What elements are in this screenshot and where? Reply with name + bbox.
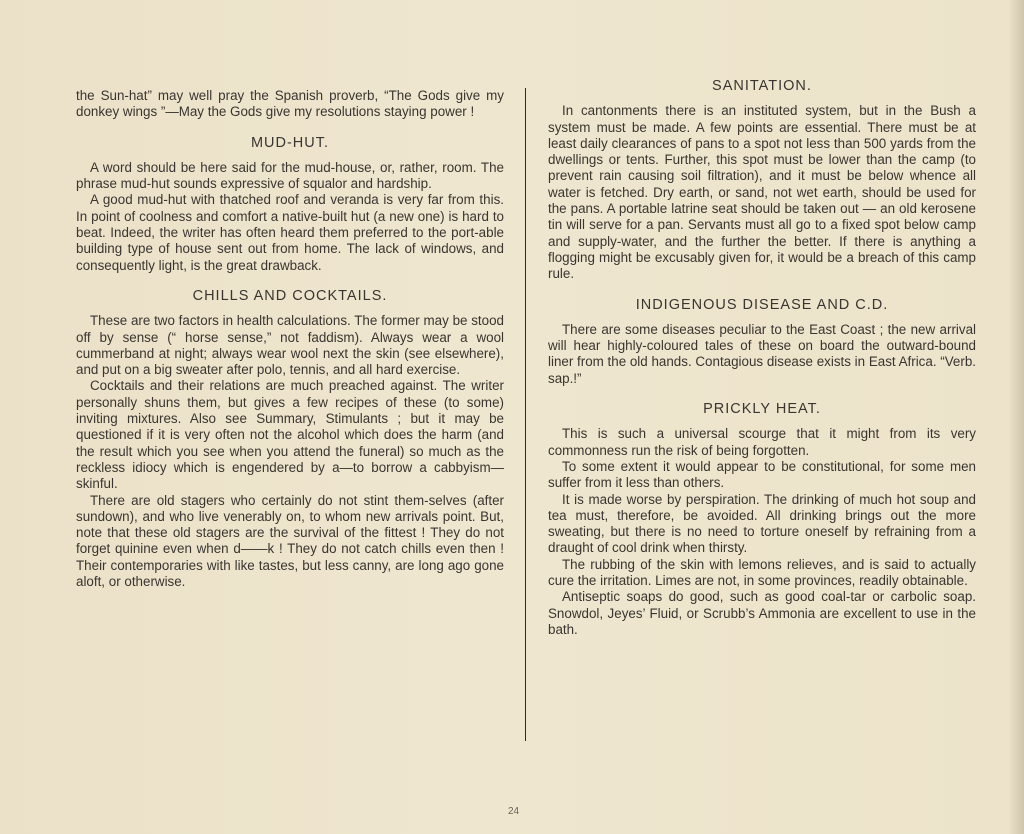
section-heading-mud-hut: MUD-HUT. (250, 134, 330, 151)
paragraph: To some extent it would appear to be constitutional, for some men suffer from it less than others. (548, 458, 976, 491)
paragraph: Cocktails and their relations are much preached against. The writer personally shuns them, but gives a few recipes of these (to some) inviting mixtures. Also see Summary, Stimulants ; but it may be questioned if it is very often not the alcohol which does the harm (and the result which you see when you attend the funeral) so much as the reckless idiocy which is engendered by a—to borrow a cabbyism—skinful. (76, 378, 504, 492)
section-heading-indigenous-disease: INDIGENOUS DISEASE AND C.D. (635, 296, 889, 313)
page-number: 24 (508, 806, 520, 817)
paragraph: This is such a universal scourge that it might from its very commonness run the risk of being forgotten. (548, 426, 976, 458)
column-divider (525, 88, 526, 741)
paragraph: A good mud-hut with thatched roof and veranda is very far from this. In point of coolness and comfort a native-built hut (a new one) is hard to beat. Indeed, the writer has often heard them preferred to the port-able building type of house sent out from home. The lack of windows, and consequently light, is the great drawback. (76, 192, 504, 273)
paragraph: There are old stagers who certainly do not stint them-selves (after sundown), and who live venerably on, to whom new arrivals point. But, note that these old stagers are the survival of the fittest ! They do not forget quinine even when d——k ! They do not catch chills even then ! Their contemporaries with like tastes, but less canny, are long ago gone aloft, or otherwise. (76, 492, 504, 590)
left-column (76, 88, 504, 590)
right-column (548, 78, 976, 638)
paragraph: There are some diseases peculiar to the East Coast ; the new arrival will hear highly-coloured tales of these on board the outward-bound liner from the old hands. Contagious disease exists in East Africa. “Verb. sap.!” (548, 321, 976, 386)
paragraph: Antiseptic soaps do good, such as good coal-tar or carbolic soap. Snowdol, Jeyes’ Fluid, or Scrubb’s Ammonia are excellent to use in the bath. (548, 589, 976, 637)
paragraph: These are two factors in health calculations. The former may be stood off by sense (“ horse sense,” not faddism). Always wear a wool cummerband at night; always wear wool next the skin (see elsewhere), and put on a big sweater after polo, tennis, and all hard exercise. (76, 313, 504, 378)
section-heading-sanitation: SANITATION. (712, 78, 812, 94)
section-heading-prickly-heat: PRICKLY HEAT. (703, 401, 821, 418)
paragraph: It is made worse by perspiration. The drinking of much hot soup and tea must, therefore, be avoided. All drinking brings out the more sweating, but there is no need to torture oneself by refraining from a draught of cool drink when thirsty. (548, 491, 976, 556)
page-edge (1010, 0, 1024, 834)
paragraph: A word should be here said for the mud-house, or, rather, room. The phrase mud-hut sounds expressive of squalor and hardship. (76, 159, 504, 192)
intro-paragraph: the Sun-hat” may well pray the Spanish proverb, “The Gods give my donkey wings ”—May the Gods give my resolutions staying power ! (76, 88, 504, 120)
paragraph: The rubbing of the skin with lemons relieves, and is said to actually cure the irritation. Limes are not, in some provinces, readily obtainable. (548, 556, 976, 589)
paragraph: In cantonments there is an instituted system, but in the Bush a system must be made. A few points are essential. There must be at least daily clearances of pans to a spot not less than 500 yards from the dwellings or tents. Further, this spot must be lower than the camp (to prevent rain causing soil filtration), and it must be below whence all water is fetched. Dry earth, or sand, not wet earth, should be used for the pans. A portable latrine seat should be taken out — an old kerosene tin will serve for a pan. Servants must all go to a fixed spot below camp and supply-water, and the further the better. If there is anything a flogging might be excusably given for, it would be a breach of this camp rule. (548, 103, 976, 282)
section-heading-chills-and-cocktails: CHILLS AND COCKTAILS. (192, 287, 388, 304)
